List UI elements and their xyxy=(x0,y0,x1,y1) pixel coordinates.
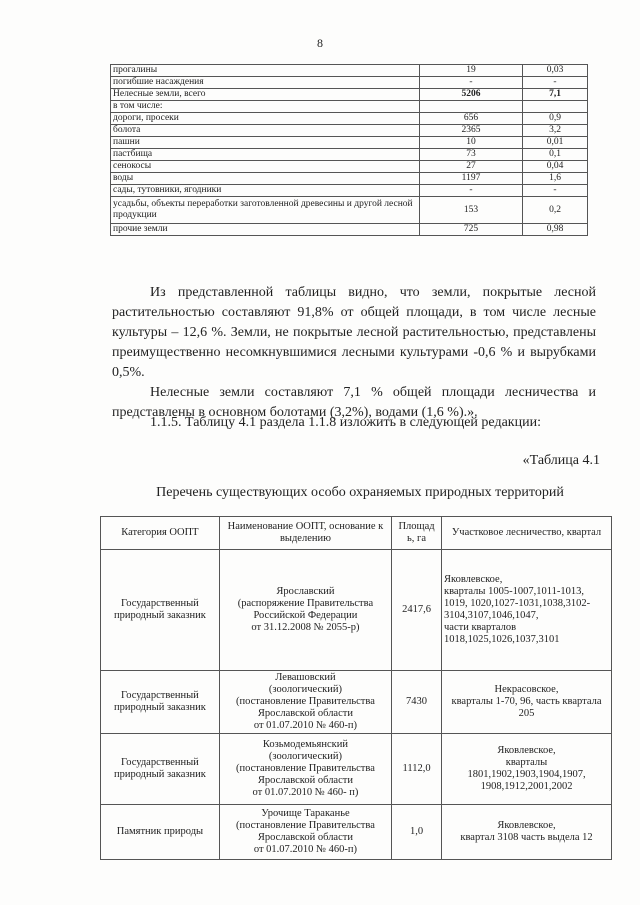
paragraph: Нелесные земли составляют 7,1 % общей площади лесничества и представлены в основном болотами (3,2%), водами (1,6 %).». xyxy=(112,385,596,420)
table-row xyxy=(101,734,612,805)
table-row xyxy=(111,185,588,197)
cell-percent: 3,2 xyxy=(523,125,588,137)
table-row xyxy=(111,161,588,173)
cell-category: Памятник природы xyxy=(101,805,220,860)
cell-area: 10 xyxy=(420,137,523,149)
cell-area: 2365 xyxy=(420,125,523,137)
table-row xyxy=(111,125,588,137)
table-row xyxy=(111,224,588,236)
cell-percent: - xyxy=(523,185,588,197)
table-row xyxy=(111,65,588,77)
cell-percent: 1,6 xyxy=(523,173,588,185)
table-row xyxy=(111,197,588,224)
table-row xyxy=(111,137,588,149)
cell-name: Урочище Тараканье (постановление Правительства Ярославской области от 01.07.2010 № 460-п) xyxy=(219,805,391,860)
table-row xyxy=(101,805,612,860)
cell-name: пастбища xyxy=(111,149,420,161)
cell-area: 656 xyxy=(420,113,523,125)
table-title: Перечень существующих особо охраняемых природных территорий xyxy=(156,485,564,500)
cell-name: Левашовский (зоологический) (постановление Правительства Ярославской области от 01.07.2010 № 460-п) xyxy=(219,671,391,734)
cell-area: 2417,6 xyxy=(392,550,442,671)
cell-percent: 0,01 xyxy=(523,137,588,149)
cell-name: в том числе: xyxy=(111,101,420,113)
cell-name: Козьмодемьянский (зоологический) (постановление Правительства Ярославской области от 01.07.2010 № 460- п) xyxy=(219,734,391,805)
cell-area: 1,0 xyxy=(392,805,442,860)
cell-name: Нелесные земли, всего xyxy=(111,89,420,101)
header-name: Наименование ООПТ, основание к выделению xyxy=(219,517,391,550)
clause-text xyxy=(112,413,596,433)
cell-name: сады, тутовники, ягодники xyxy=(111,185,420,197)
oopt-header-row xyxy=(101,517,612,550)
cell-location: Яковлевское, квартал 3108 часть выдела 12 xyxy=(442,805,612,860)
cell-category: Государственный природный заказник xyxy=(101,550,220,671)
cell-percent: 0,9 xyxy=(523,113,588,125)
cell-area: 153 xyxy=(420,197,523,224)
cell-percent xyxy=(523,101,588,113)
land-category-table xyxy=(110,64,588,236)
cell-name: Ярославский (распоряжение Правительства Российской Федерации от 31.12.2008 № 2055-р) xyxy=(219,550,391,671)
cell-name: воды xyxy=(111,173,420,185)
table-row xyxy=(101,671,612,734)
cell-area: - xyxy=(420,185,523,197)
cell-area: 5206 xyxy=(420,89,523,101)
cell-name: погибшие насаждения xyxy=(111,77,420,89)
cell-name: прогалины xyxy=(111,65,420,77)
header-area: Площад ь, га xyxy=(392,517,442,550)
cell-location: Некрасовское, кварталы 1-70, 96, часть квартала 205 xyxy=(442,671,612,734)
cell-percent: - xyxy=(523,77,588,89)
cell-name: сенокосы xyxy=(111,161,420,173)
cell-name: усадьбы, объекты переработки заготовленной древесины и другой лесной продукции xyxy=(111,197,420,224)
cell-percent: 0,1 xyxy=(523,149,588,161)
cell-area xyxy=(420,101,523,113)
cell-area: 19 xyxy=(420,65,523,77)
table-row xyxy=(111,173,588,185)
cell-area: 1112,0 xyxy=(392,734,442,805)
paragraph: Из представленной таблицы видно, что земли, покрытые лесной растительностью составляют 91,8% от общей площади, в том числе лесные культуры – 12,6 %. Земли, не покрытые лесной растительностью, представлены преимущественно несомкнувшимися лесными культурами -0,6 % и вырубками 0,5%. xyxy=(112,285,596,380)
cell-area: 1197 xyxy=(420,173,523,185)
page-number: 8 xyxy=(317,36,323,50)
summary-text xyxy=(112,283,596,423)
cell-location: Яковлевское, кварталы 1801,1902,1903,1904,1907, 1908,1912,2001,2002 xyxy=(442,734,612,805)
cell-category: Государственный природный заказник xyxy=(101,671,220,734)
cell-area: 27 xyxy=(420,161,523,173)
cell-area: 725 xyxy=(420,224,523,236)
table-row xyxy=(111,77,588,89)
cell-percent: 7,1 xyxy=(523,89,588,101)
table-row xyxy=(111,89,588,101)
oopt-table xyxy=(100,516,612,860)
table-row xyxy=(101,550,612,671)
cell-percent: 0,04 xyxy=(523,161,588,173)
cell-name: прочие земли xyxy=(111,224,420,236)
table-row xyxy=(111,113,588,125)
cell-percent: 0,03 xyxy=(523,65,588,77)
cell-percent: 0,98 xyxy=(523,224,588,236)
cell-name: пашни xyxy=(111,137,420,149)
cell-area: - xyxy=(420,77,523,89)
cell-category: Государственный природный заказник xyxy=(101,734,220,805)
cell-name: болота xyxy=(111,125,420,137)
cell-percent: 0,2 xyxy=(523,197,588,224)
table-row xyxy=(111,101,588,113)
cell-location: Яковлевское, кварталы 1005-1007,1011-1013, 1019, 1020,1027-1031,1038,3102-3104,3107,1046,1047, части кварталов 1018,1025,1026,1037,3101 xyxy=(442,550,612,671)
clause-paragraph: 1.1.5. Таблицу 4.1 раздела 1.1.8 изложить в следующей редакции: xyxy=(150,415,541,430)
cell-name: дороги, просеки xyxy=(111,113,420,125)
header-category: Категория ООПТ xyxy=(101,517,220,550)
cell-area: 7430 xyxy=(392,671,442,734)
cell-area: 73 xyxy=(420,149,523,161)
header-location: Участковое лесничество, квартал xyxy=(442,517,612,550)
table-row xyxy=(111,149,588,161)
table-label: «Таблица 4.1 xyxy=(522,453,600,468)
